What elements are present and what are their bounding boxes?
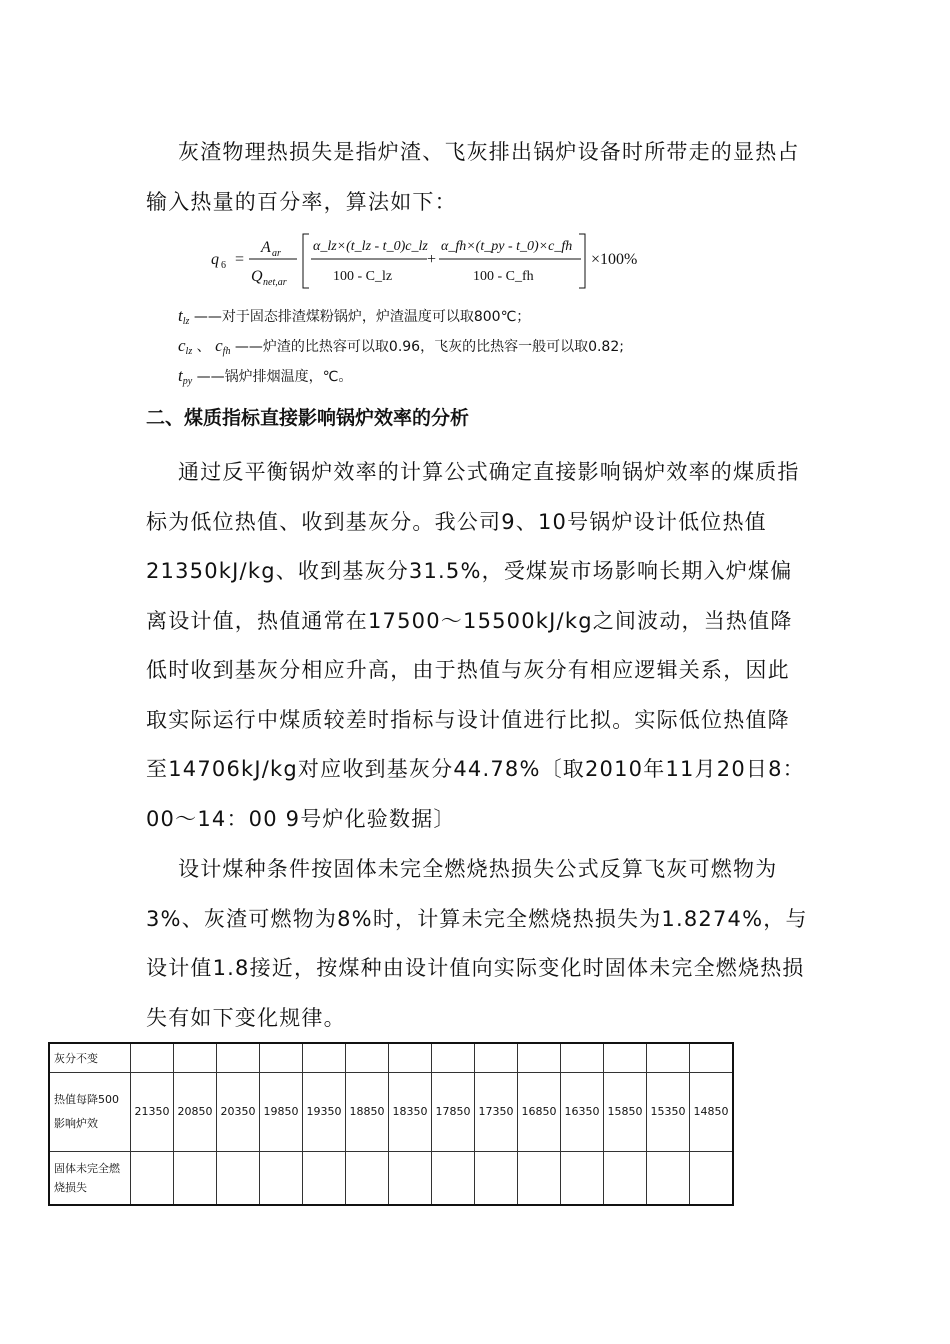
formula-tail: ×100% bbox=[591, 251, 638, 268]
formula-frac1-num: A bbox=[261, 239, 271, 256]
table-cell: 14850 bbox=[690, 1073, 734, 1152]
symbol-definitions bbox=[178, 306, 798, 398]
analysis-text: 通过反平衡锅炉效率的计算公式确定直接影响锅炉效率的煤质指标为低位热值、收到基灰分。我公司9、10号锅炉设计低位热值21350kJ/kg、收到基灰分31.5%，受煤炭市场影响长期入炉煤偏离设计值，热值通常在17500～15500kJ/kg之间波动，当热值降低时收到基灰分相应升高，由于热值与灰分有相应逻辑关系，因此取实际运行中煤质较差时指标与设计值进行比拟。实际低位热值降至14706kJ/kg对应收到基灰分44.78%〔取2010年11月20日8：00～14：00 9号炉化验数据〕 bbox=[146, 460, 805, 831]
design-text: 设计煤种条件按固体未完全燃烧热损失公式反算飞灰可燃物为3%、灰渣可燃物为8%时，计算未完全燃烧热损失为1.8274%，与设计值1.8接近，按煤种由设计值向实际变化时固体未完全燃烧热损失有如下变化规律。 bbox=[146, 857, 808, 1030]
table-cell: 21350 bbox=[131, 1073, 174, 1152]
table-row bbox=[49, 1073, 733, 1152]
table-cell: 17850 bbox=[432, 1073, 475, 1152]
formula-term2-num: α_fh×(t_py - t_0)×c_fh bbox=[441, 239, 573, 254]
section-heading: 二、煤质指标直接影响锅炉效率的分析 bbox=[146, 407, 470, 429]
heat-loss-table bbox=[48, 1042, 734, 1206]
def-symbol: t bbox=[178, 366, 183, 385]
formula-term1-den: 100 - C_lz bbox=[333, 269, 393, 284]
row-label: 热值每降500影响炉效 bbox=[49, 1073, 131, 1152]
table-cell: 20850 bbox=[174, 1073, 217, 1152]
intro-text: 灰渣物理热损失是指炉渣、飞灰排出锅炉设备时所带走的显热占输入热量的百分率，算法如下： bbox=[146, 140, 800, 214]
formula-left-bracket bbox=[303, 234, 309, 288]
analysis-paragraph bbox=[146, 448, 810, 844]
formula-frac1-num-sub: ar bbox=[272, 248, 281, 259]
formula-term2-den: 100 - C_fh bbox=[473, 269, 534, 284]
formula-equals: = bbox=[235, 251, 245, 268]
def-text: ——对于固态排渣煤粉锅炉，炉渣温度可以取800℃； bbox=[193, 309, 531, 325]
table-cell: 17350 bbox=[475, 1073, 518, 1152]
definition-row bbox=[178, 306, 530, 327]
heat-loss-formula bbox=[205, 226, 665, 298]
table-cell: 15350 bbox=[647, 1073, 690, 1152]
def-symbol-2-sub: fh bbox=[222, 346, 231, 357]
table-cell: 18350 bbox=[389, 1073, 432, 1152]
table-cell: 20350 bbox=[217, 1073, 260, 1152]
definition-row bbox=[178, 336, 624, 357]
formula-lhs-sub: 6 bbox=[221, 260, 226, 271]
table-cell: 15850 bbox=[604, 1073, 647, 1152]
row-label: 灰分不变 bbox=[49, 1043, 131, 1073]
formula-frac1-den-sub: net,ar bbox=[263, 277, 287, 288]
formula-lhs: q bbox=[211, 251, 219, 268]
def-separator: 、 bbox=[196, 339, 211, 355]
def-text: ——锅炉排烟温度，℃。 bbox=[196, 369, 353, 385]
table-cell: 19850 bbox=[260, 1073, 303, 1152]
def-symbol-sub: lz bbox=[182, 316, 190, 327]
def-symbol: c bbox=[178, 336, 186, 355]
formula-frac1-den: Q bbox=[251, 268, 263, 285]
def-text: ——炉渣的比热容可以取0.96，飞灰的比热容一般可以取0.82; bbox=[234, 339, 624, 355]
def-symbol-sub: lz bbox=[185, 346, 193, 357]
table-cell: 19350 bbox=[303, 1073, 346, 1152]
def-symbol: t bbox=[178, 306, 183, 325]
table-cell: 16350 bbox=[561, 1073, 604, 1152]
formula-plus: + bbox=[427, 251, 437, 268]
table-cell: 16850 bbox=[518, 1073, 561, 1152]
row-label: 固体未完全燃烧损失 bbox=[49, 1152, 131, 1206]
formula-right-bracket bbox=[579, 234, 585, 288]
table-row bbox=[49, 1152, 733, 1206]
def-symbol-2: c bbox=[215, 336, 223, 355]
definition-row bbox=[178, 366, 352, 387]
intro-paragraph bbox=[146, 128, 810, 227]
design-paragraph bbox=[146, 845, 810, 1043]
table-cell: 18850 bbox=[346, 1073, 389, 1152]
table-row bbox=[49, 1043, 733, 1073]
def-symbol-sub: py bbox=[182, 376, 193, 387]
formula-term1-num: α_lz×(t_lz - t_0)c_lz bbox=[313, 239, 428, 254]
